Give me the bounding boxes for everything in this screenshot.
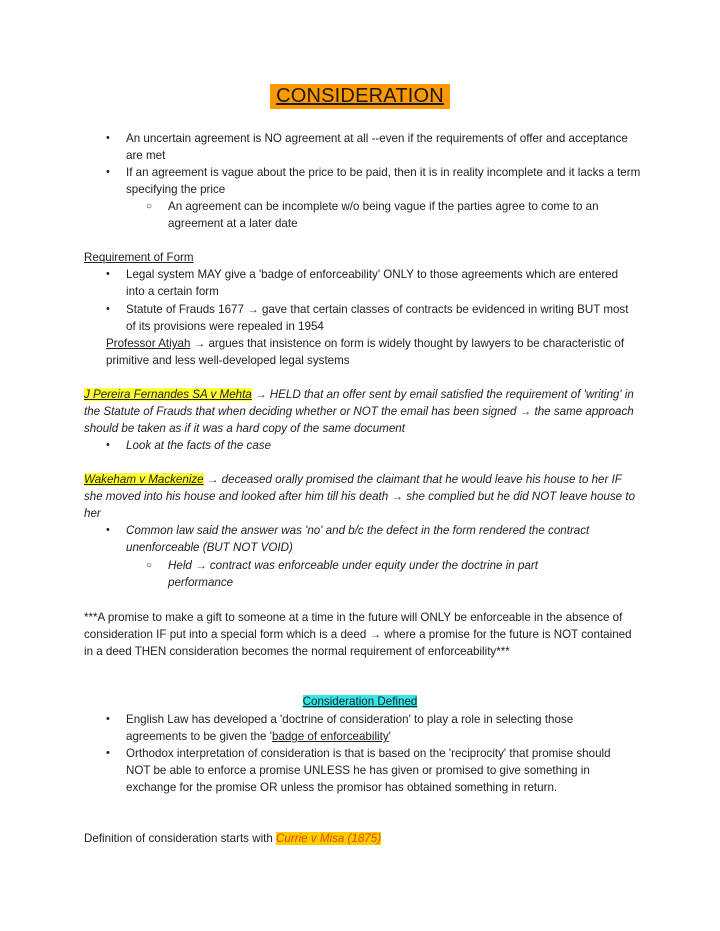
wakeham-paragraph [84, 471, 640, 522]
pereira-paragraph [84, 386, 640, 437]
section-heading-defined: Consideration Defined [302, 695, 418, 708]
defined-bullet-1 [126, 711, 636, 745]
title-wrap [0, 84, 720, 109]
case-name-currie: Currie v Misa (1875) [276, 832, 382, 845]
bullet-glyph: • [106, 303, 110, 315]
section-heading-form: Requirement of Form [84, 251, 194, 264]
pereira-bullet: Look at the facts of the case [126, 439, 272, 452]
bullet-glyph: • [106, 132, 110, 144]
definition-line [84, 830, 640, 847]
bullet-glyph: • [106, 713, 110, 725]
intro-bullet-1: An uncertain agreement is NO agreement at all --even if the requirements of offer and acceptance are met [126, 132, 628, 162]
wakeham-bullet: Common law said the answer was 'no' and b/c the defect in the form rendered the contract unenforceable (BUT NOT VOID) [126, 524, 590, 554]
defined-heading-wrap [0, 692, 720, 710]
badge-of-enforceability: badge of enforceability [271, 730, 389, 743]
form-bullet-1: Legal system MAY give a 'badge of enforceability' ONLY to those agreements which are entered into a certain form [126, 268, 619, 298]
bullet-glyph: • [106, 268, 110, 280]
defined-bullet-1-end: ' [388, 730, 391, 743]
intro-sub-bullet: An agreement can be incomplete w/o being vague if the parties agree to come to an agreement at a later date [168, 200, 599, 230]
defined-bullet-2: Orthodox interpretation of consideration is that is based on the 'reciprocity' that promise should NOT be able to enforce a promise UNLESS he has given or promised to give something in exchange for the promise OR unless the promisor has obtained something in return. [126, 747, 611, 794]
intro-bullet-2: If an agreement is vague about the price to be paid, then it is in reality incomplete and it lacks a term specifying the price [126, 166, 641, 196]
sub-bullet-glyph: ○ [146, 560, 153, 571]
wakeham-sub-bullet: Held → contract was enforceable under equity under the doctrine in part performance [168, 559, 538, 589]
pereira-text: → HELD that an offer sent by email satisfied the requirement of 'writing' in the Statute of Frauds that when deciding whether or NOT the email has been signed → the same approach should be taken as if it was a hard copy of the same document [84, 388, 634, 435]
sub-bullet-glyph: ○ [146, 201, 153, 212]
case-name-pereira: J Pereira Fernandes SA v Mehta [84, 388, 252, 401]
form-bullet-2: Statute of Frauds 1677 → gave that certain classes of contracts be evidenced in writing BUT most of its provisions were repealed in 1954 [126, 303, 629, 333]
defined-bullet-1-text: English Law has developed a 'doctrine of consideration' to play a role in selecting those agreements to be given the ' [126, 713, 574, 743]
atiyah-paragraph [106, 335, 626, 369]
case-name-wakeham: Wakeham v Mackenize [84, 473, 204, 486]
definition-text: Definition of consideration starts with [84, 832, 277, 845]
bullet-glyph: • [106, 166, 110, 178]
atiyah-name: Professor Atiyah [106, 337, 191, 350]
wakeham-text: → deceased orally promised the claimant that he would leave his house to her IF she moved into his house and looked after him till his death → she complied but he did NOT leave house to her [84, 473, 636, 520]
bullet-glyph: • [106, 524, 110, 536]
gift-paragraph: ***A promise to make a gift to someone at a time in the future will ONLY be enforceable in the absence of consideration IF put into a special form which is a deed → where a promise for the future is NOT contained in a deed THEN consideration becomes the normal requirement of enforceability*** [84, 611, 632, 658]
atiyah-text: → argues that insistence on form is widely thought by lawyers to be characteristic of primitive and less well-developed legal systems [106, 337, 625, 367]
page-title: CONSIDERATION [270, 84, 450, 109]
bullet-glyph: • [106, 747, 110, 759]
bullet-glyph: • [106, 439, 110, 451]
